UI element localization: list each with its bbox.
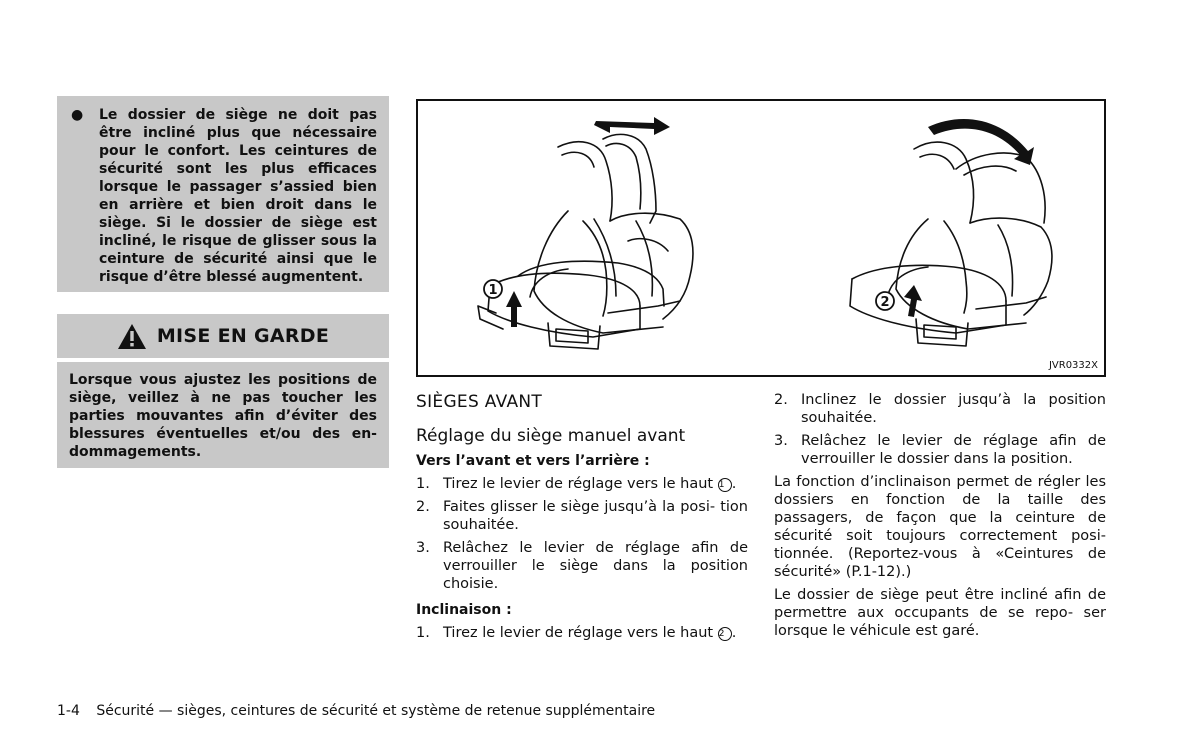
step-text: Inclinez le dossier jusqu’à la position souhaitée. — [801, 392, 1106, 426]
warning-body — [57, 362, 389, 468]
section-title: SIÈGES AVANT — [416, 392, 543, 412]
lever-up-arrow-icon — [506, 291, 522, 327]
recline-heading: Inclinaison : — [416, 602, 512, 618]
step-text: Tirez le levier de réglage vers le haut 1 . — [443, 476, 737, 492]
step-text: Faites glisser le siège jusqu’à la posi- tion souhaitée. — [443, 499, 748, 533]
step-number: 1. — [416, 476, 430, 492]
warning-header — [57, 314, 389, 358]
recline-step-3 — [774, 432, 1106, 468]
step-number: 3. — [416, 540, 430, 556]
recline-step-2 — [774, 391, 1106, 427]
warning-text: Lorsque vous ajustez les positions de siège, veillez à ne pas toucher les parties mouvantes afin d’éviter des blessures éventuelles et/ou des en- dommagements. — [69, 372, 377, 460]
callout-ref-1: 1 — [718, 478, 732, 492]
forward-heading: Vers l’avant et vers l’arrière : — [416, 453, 650, 469]
step-number: 3. — [774, 433, 788, 449]
note-box — [57, 96, 389, 292]
slide-arrow-icon — [594, 117, 670, 135]
page-number: 1-4 — [57, 703, 80, 719]
seat-drawing — [418, 101, 1104, 375]
seat-illustration — [416, 99, 1106, 377]
step-text: Relâchez le levier de réglage afin de verrouiller le dossier dans la position. — [801, 433, 1106, 467]
footer-title: Sécurité — sièges, ceintures de sécurité et système de retenue supplémentaire — [96, 703, 656, 719]
callout-2-label: 2 — [880, 295, 890, 310]
figure-code: JVR0332X — [1048, 360, 1098, 371]
seat-1-drawing — [478, 134, 693, 349]
forward-step-2 — [416, 498, 748, 534]
middle-column — [416, 391, 748, 647]
page-footer — [57, 703, 655, 719]
step-text: Relâchez le levier de réglage afin de verrouiller le siège dans la position choisie. — [443, 540, 748, 592]
step-text: Tirez le levier de réglage vers le haut 2 . — [443, 625, 737, 641]
note-text: Le dossier de siège ne doit pas être incliné plus que nécessaire pour le confort. Les ceintures de sécurité sont les plus efficaces lorsque le passager s’assied bien en arrière et bien droit dans le siège. Si le dossier de siège est incliné, le risque de glisser sous la ceinture de sécurité ainsi que le risque d’être blessé augmentent. — [99, 107, 377, 285]
recline-step-1 — [416, 624, 748, 642]
callout-1-label: 1 — [488, 283, 498, 298]
right-column — [774, 391, 1106, 645]
warning-title: MISE EN GARDE — [156, 325, 330, 347]
step-number: 1. — [416, 625, 430, 641]
warning-triangle-icon — [117, 323, 147, 350]
forward-step-3 — [416, 539, 748, 593]
step-number: 2. — [416, 499, 430, 515]
section-subtitle: Réglage du siège manuel avant — [416, 426, 686, 446]
step-number: 2. — [774, 392, 788, 408]
callout-ref-2: 2 — [718, 627, 732, 641]
bullet-icon: ● — [71, 107, 84, 123]
forward-step-1 — [416, 475, 748, 493]
paragraph-recline-rest: Le dossier de siège peut être incliné afin de permettre aux occupants de se repo- ser lorsque le véhicule est garé. — [774, 587, 1106, 639]
paragraph-recline-function: La fonction d’inclinaison permet de régler les dossiers en fonction de la taille des passagers, de façon que la ceinture de sécurité soit toujours correctement posi- tionnée. (Reportez-vous à «Ceintures de sécurité» (P.1-12).) — [774, 474, 1106, 580]
seat-2-drawing — [850, 142, 1052, 346]
